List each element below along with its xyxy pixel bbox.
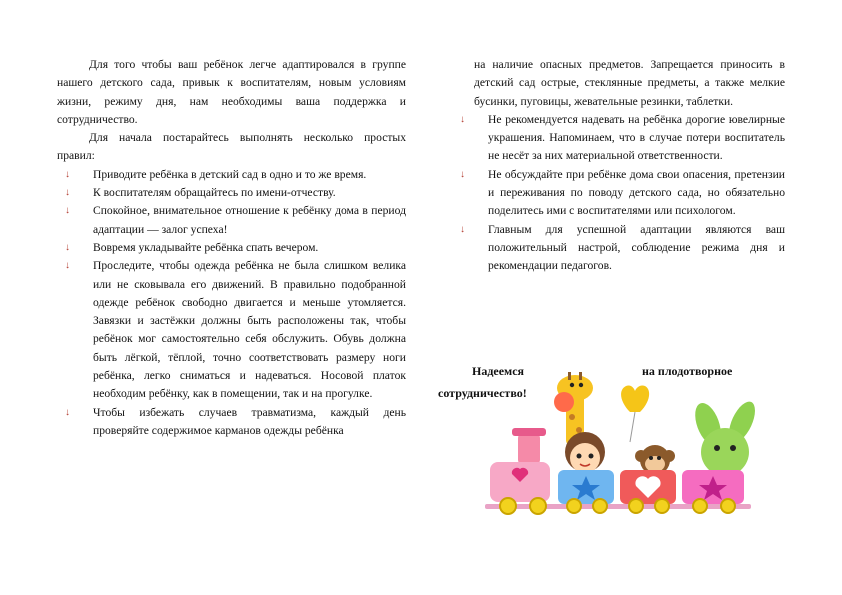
arrow-bullet-icon: ↓ (65, 260, 70, 272)
list-item: ↓ Не обсуждайте при ребёнке дома свои опасения, претензии и переживания по поводу детского сада, но обязательно поделитесь ими с воспитателями или психологом. (460, 167, 785, 218)
arrow-bullet-icon: ↓ (65, 241, 70, 253)
train-car-pink (682, 470, 744, 504)
arrow-bullet-icon: ↓ (65, 187, 70, 199)
rules-intro: Для начала постарайтесь выполнять несколько простых правил: (57, 131, 406, 163)
arrow-bullet-icon: ↓ (460, 168, 465, 180)
list-item: ↓ Главным для успешной адаптации являются ваш положительный настрой, соблюдение режима дня и рекомендации педагогов. (460, 222, 785, 273)
train-car-red (620, 470, 676, 504)
train-car-blue (558, 470, 614, 504)
list-item: ↓ Спокойное, внимательное отношение к ребёнку дома в период адаптации — залог успеха! (65, 204, 406, 236)
heart-balloon-icon (621, 385, 649, 442)
arrow-bullet-icon: ↓ (460, 223, 465, 235)
list-item: ↓ Приводите ребёнка в детский сад в одно и то же время. (57, 166, 406, 184)
train-illustration (480, 372, 756, 522)
arrow-bullet-icon: ↓ (65, 205, 70, 217)
list-item: ↓ Вовремя укладывайте ребёнка спать вечером. (57, 239, 406, 257)
closing-part-2: на плодотворное (642, 364, 733, 378)
left-column (57, 56, 406, 440)
locomotive-icon (490, 428, 550, 502)
intro-paragraph: Для того чтобы ваш ребёнок легче адаптировался в группе нашего детского сада, привык к воспитателям, новым условиям жизни, режиму дня, нам необходимы ваша поддержка и сотрудничество. (57, 58, 406, 126)
arrow-bullet-icon: ↓ (65, 168, 70, 180)
rules-list-left (57, 166, 406, 440)
list-item: ↓ К воспитателям обращайтесь по имени-отчеству. (57, 184, 406, 202)
list-item: ↓ Чтобы избежать случаев травматизма, каждый день проверяйте содержимое карманов одежды ребёнка (65, 405, 406, 437)
arrow-bullet-icon: ↓ (65, 406, 70, 418)
continuation-paragraph: на наличие опасных предметов. Запрещается приносить в детский сад острые, стеклянные предметы, а также мелкие бусинки, пуговицы, жевательные резинки, таблетки. (474, 58, 785, 108)
rules-list-right (452, 111, 785, 276)
closing-part-1: Надеемся (472, 364, 525, 378)
closing-part-3: сотрудничество! (438, 386, 527, 400)
arrow-bullet-icon: ↓ (460, 113, 465, 125)
right-column (452, 56, 785, 276)
girl-icon (565, 432, 605, 473)
list-item: ↓ Проследите, чтобы одежда ребёнка не была слишком велика или не сковывала его движений. В правильно подобранной одежде ребёнок свободно двигается и меньше утомляется. Завязки и застёжки должны быть расположены так, чтобы ребёнок мог самостоятельно себя обслужить. Обувь должна быть лёгкой, тёплой, точно соответствовать размеру ноги ребёнка, легко сниматься и надеваться. Носовой платок необходим ребёнку, как в помещении, так и на прогулке. (65, 259, 406, 401)
list-item: ↓ Не рекомендуется надевать на ребёнка дорогие ювелирные украшения. Напоминаем, что в случае потери воспитатель не несёт за них материальной ответственности. (460, 112, 785, 163)
